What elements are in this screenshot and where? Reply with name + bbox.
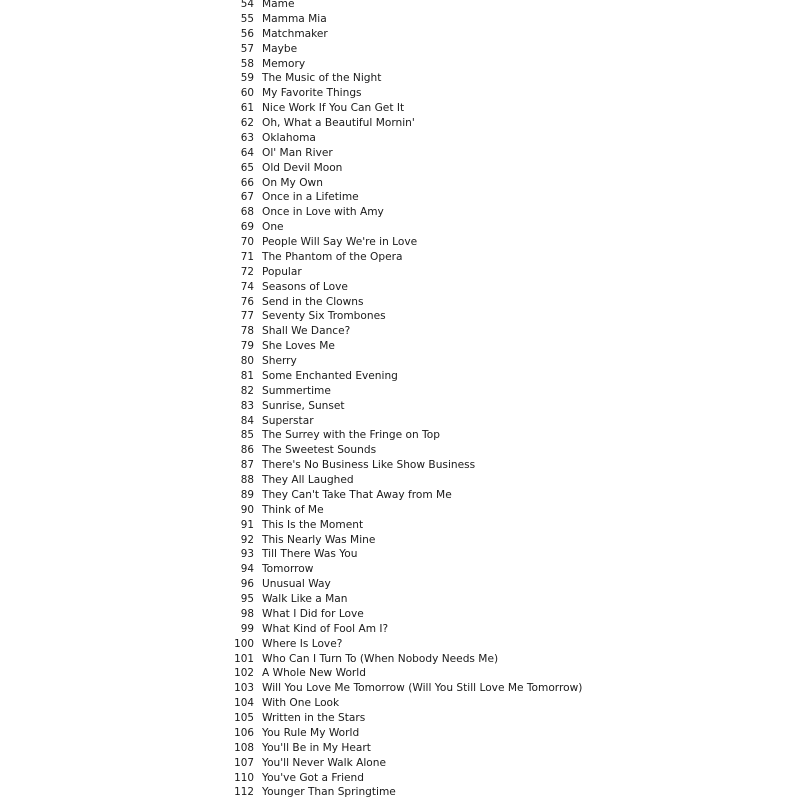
song-title: Think of Me	[262, 503, 324, 516]
song-title: There's No Business Like Show Business	[262, 459, 476, 472]
page-number: 57	[240, 42, 254, 55]
song-title: You'll Be in My Heart	[262, 741, 371, 754]
page-number: 72	[240, 265, 254, 278]
list-item	[0, 86, 800, 101]
page-number: 60	[240, 87, 254, 100]
page-number: 66	[240, 176, 254, 189]
page-number: 106	[234, 726, 254, 739]
page-number: 67	[240, 191, 254, 204]
list-item	[0, 458, 800, 473]
list-item	[0, 116, 800, 131]
song-title: Written in the Stars	[262, 712, 366, 724]
page-number: 98	[240, 607, 254, 620]
song-title: My Favorite Things	[262, 87, 362, 100]
list-item	[0, 473, 800, 488]
list-item	[0, 756, 800, 771]
song-title: Summertime	[262, 384, 331, 397]
song-title: The Sweetest Sounds	[262, 444, 377, 457]
page-number: 64	[240, 146, 254, 159]
song-title: The Phantom of the Opera	[262, 250, 403, 263]
list-item	[0, 0, 800, 12]
song-title: Mame	[262, 0, 295, 10]
page-number: 108	[234, 741, 254, 754]
song-title: You've Got a Friend	[262, 771, 364, 784]
list-item	[0, 741, 800, 756]
list-item	[0, 235, 800, 250]
page-number: 100	[234, 637, 254, 650]
song-title: Oklahoma	[262, 131, 316, 144]
list-item	[0, 533, 800, 548]
song-title: Popular	[262, 265, 302, 278]
song-title: Walk Like a Man	[262, 593, 348, 605]
song-title: Sunrise, Sunset	[262, 399, 345, 412]
song-title: One	[262, 221, 284, 234]
list-item	[0, 71, 800, 86]
page-number: 88	[240, 474, 254, 486]
list-item	[0, 443, 800, 458]
song-title: Mamma Mia	[262, 12, 327, 25]
list-item	[0, 176, 800, 191]
song-title: What Kind of Fool Am I?	[262, 622, 389, 635]
song-title: What I Did for Love	[262, 607, 364, 620]
list-item	[0, 726, 800, 741]
page-number: 96	[240, 578, 254, 591]
list-item	[0, 681, 800, 696]
song-title: Unusual Way	[262, 578, 331, 591]
song-title: Maybe	[262, 42, 298, 55]
song-title: Old Devil Moon	[262, 161, 343, 174]
page-number: 91	[240, 518, 254, 531]
page-number: 90	[240, 503, 254, 516]
page-number: 80	[240, 355, 254, 367]
song-title: Once in Love with Amy	[262, 206, 384, 219]
list-item	[0, 771, 800, 786]
page-number: 61	[240, 102, 254, 115]
song-title: Tomorrow	[262, 563, 314, 576]
list-item	[0, 518, 800, 533]
list-item	[0, 547, 800, 562]
list-item	[0, 428, 800, 443]
song-title: You Rule My World	[262, 726, 360, 739]
page-number: 99	[240, 622, 254, 635]
page-number: 86	[240, 444, 254, 457]
list-item	[0, 652, 800, 667]
page-number: 55	[240, 12, 254, 25]
page-number: 74	[240, 280, 254, 293]
song-title: Nice Work If You Can Get It	[262, 102, 405, 115]
page-number: 102	[234, 667, 254, 680]
list-item	[0, 324, 800, 339]
song-title: The Surrey with the Fringe on Top	[262, 429, 440, 442]
page-number: 56	[240, 27, 254, 40]
list-item	[0, 280, 800, 295]
song-title: Who Can I Turn To (When Nobody Needs Me)	[262, 652, 499, 665]
page-number: 62	[240, 117, 254, 129]
song-title: She Loves Me	[262, 340, 335, 353]
list-item	[0, 399, 800, 414]
list-item	[0, 711, 800, 726]
list-item	[0, 785, 800, 800]
list-item	[0, 666, 800, 681]
page-number: 76	[240, 295, 254, 308]
list-item	[0, 696, 800, 711]
list-item	[0, 57, 800, 72]
list-item	[0, 309, 800, 324]
song-title: Where Is Love?	[262, 637, 343, 650]
list-item	[0, 339, 800, 354]
song-title: On My Own	[262, 176, 323, 189]
list-item	[0, 488, 800, 503]
list-item	[0, 592, 800, 607]
page-number: 112	[234, 786, 254, 799]
song-title: Will You Love Me Tomorrow (Will You Still Love Me Tomorrow)	[262, 682, 583, 695]
page-number: 105	[234, 712, 254, 724]
list-item	[0, 622, 800, 637]
page-number: 110	[234, 771, 254, 784]
list-item	[0, 205, 800, 220]
song-title: They Can't Take That Away from Me	[262, 488, 452, 501]
song-title: Once in a Lifetime	[262, 191, 359, 204]
song-title: Till There Was You	[262, 548, 358, 561]
page-number: 65	[240, 161, 254, 174]
page-number: 104	[234, 697, 254, 710]
song-title: Seasons of Love	[262, 280, 348, 293]
song-title: Some Enchanted Evening	[262, 369, 398, 382]
list-item	[0, 414, 800, 429]
page-number: 69	[240, 221, 254, 234]
list-item	[0, 42, 800, 57]
song-title: Seventy Six Trombones	[262, 310, 386, 323]
song-title: Sherry	[262, 355, 297, 367]
page-number: 77	[240, 310, 254, 323]
page-number: 101	[234, 652, 254, 665]
song-title: Shall We Dance?	[262, 325, 351, 338]
page-number: 54	[240, 0, 254, 10]
song-title: Send in the Clowns	[262, 295, 364, 308]
song-title: People Will Say We're in Love	[262, 236, 418, 248]
song-title: This Nearly Was Mine	[262, 533, 376, 546]
song-title: Memory	[262, 57, 306, 70]
page-number: 87	[240, 459, 254, 472]
list-item	[0, 27, 800, 42]
page-number: 79	[240, 340, 254, 353]
page-number: 103	[234, 682, 254, 695]
list-item	[0, 562, 800, 577]
page-number: 78	[240, 325, 254, 338]
song-title: Oh, What a Beautiful Mornin'	[262, 117, 415, 129]
page-number: 95	[240, 593, 254, 605]
list-item	[0, 250, 800, 265]
song-title: This Is the Moment	[262, 518, 364, 531]
page-number: 93	[240, 548, 254, 561]
list-item	[0, 161, 800, 176]
list-item	[0, 607, 800, 622]
list-item	[0, 265, 800, 280]
song-title: The Music of the Night	[262, 72, 382, 85]
list-item	[0, 577, 800, 592]
page-number: 83	[240, 399, 254, 412]
page-number: 107	[234, 756, 254, 769]
list-item	[0, 384, 800, 399]
page-number: 85	[240, 429, 254, 442]
song-title: Superstar	[262, 414, 314, 427]
list-item	[0, 220, 800, 235]
list-item	[0, 354, 800, 369]
list-item	[0, 101, 800, 116]
song-title: With One Look	[262, 697, 340, 710]
list-item	[0, 637, 800, 652]
page-number: 81	[240, 369, 254, 382]
page-number: 89	[240, 488, 254, 501]
page-number: 82	[240, 384, 254, 397]
list-item	[0, 369, 800, 384]
song-title: A Whole New World	[262, 667, 366, 680]
list-item	[0, 146, 800, 161]
page-number: 58	[240, 57, 254, 70]
song-title: They All Laughed	[262, 474, 354, 486]
page-number: 70	[240, 236, 254, 248]
song-title: Matchmaker	[262, 27, 328, 40]
page-number: 94	[240, 563, 254, 576]
page-number: 68	[240, 206, 254, 219]
list-item	[0, 12, 800, 27]
page-number: 63	[240, 131, 254, 144]
page-number: 59	[240, 72, 254, 85]
page-number: 71	[240, 250, 254, 263]
list-item	[0, 131, 800, 146]
page-number: 84	[240, 414, 254, 427]
song-title: Ol' Man River	[262, 146, 333, 159]
list-item	[0, 190, 800, 205]
list-item	[0, 295, 800, 310]
song-title: Younger Than Springtime	[262, 786, 396, 799]
song-title: You'll Never Walk Alone	[262, 756, 387, 769]
page-number: 92	[240, 533, 254, 546]
list-item	[0, 503, 800, 518]
